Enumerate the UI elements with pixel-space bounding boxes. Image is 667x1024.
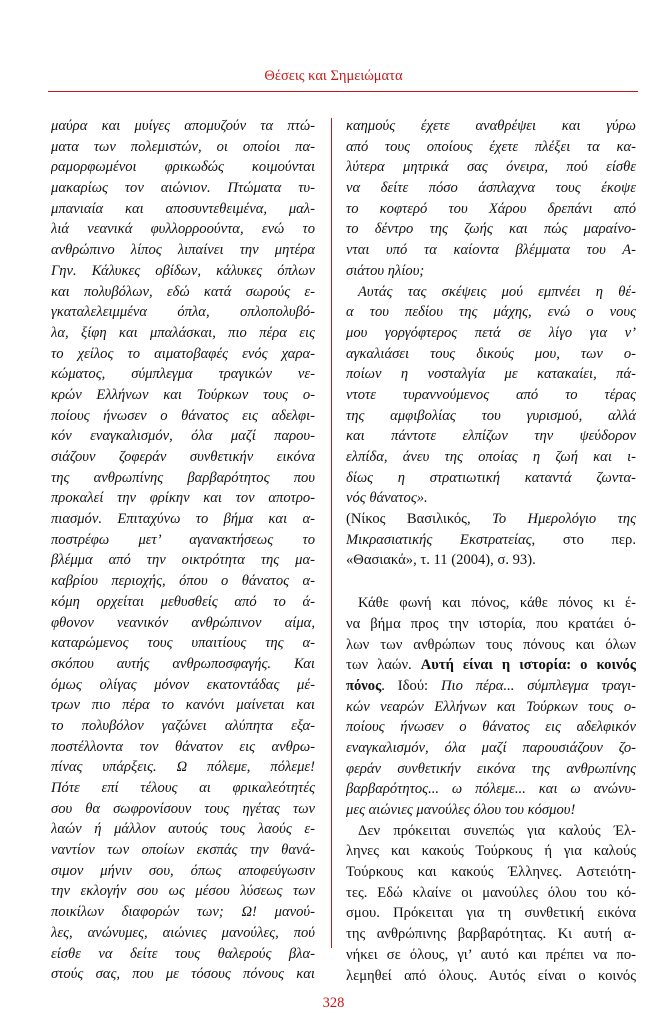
text-line: βλέμμα από την οικτρότητα της μα-: [51, 552, 315, 569]
quote-line: νται υπό τα καίοντα βλέμματα του Α-: [346, 242, 636, 259]
citation-line-2: [346, 530, 636, 551]
text-line: πίνας υπάρξεις. Ω πόλεμε, πόλεμε!: [51, 759, 315, 776]
para1-line-1: Κάθε φωνή και πόνος, κάθε πόνος κι έ-: [358, 595, 636, 612]
text-line: κόμη ορχείται μεθυσθείς από το ά-: [51, 593, 315, 610]
text-line: ποστρέφω μετ’ αγανακτήσεως το: [51, 531, 315, 548]
citation-line-1: [346, 509, 636, 530]
text-line: προκαλεί την φρίκην και τον αποτρο-: [51, 490, 315, 507]
para1-line-4: [346, 655, 636, 676]
paragraph-1: [346, 593, 636, 821]
text-line: σιμον μήνιν σου, όπως αποφεύγωσιν: [51, 862, 315, 879]
text-line: ναντίον των οποίων εκσπάς την θανά-: [51, 842, 315, 859]
text-line: ανθρώπινο λίπος λιπαίνει την μητέρα: [51, 242, 315, 259]
para1-text: των λαών.: [346, 657, 421, 674]
para2-line: Τούρκους και κακούς Έλληνες. Αστειότη-: [346, 864, 636, 881]
text-line: λες, ανώνυμες, αιώνιες μανούλες, πού: [51, 924, 315, 941]
text-line: Πότε επί τέλους αι φρικαλεότητές: [51, 780, 315, 796]
quote-line: ποίων η νοσταλγία με κατακαίει, πά-: [346, 366, 636, 383]
quote-line: σιάτου ηλίου;: [346, 262, 425, 279]
text-line: λιά νεανικά φυλλορροούντα, ενώ το: [51, 221, 315, 238]
text-line: ποστέλλοντα τον θάνατον εις ανθρω-: [51, 738, 315, 755]
quote-line: ελπίδα, άνευ της οποίας η ζωή και ι-: [346, 449, 636, 465]
text-line: λα, ξίφη και μπαλάσκαι, πιο πέρα εις: [51, 324, 315, 341]
quote-line: το δέντρο της ζωής και πώς μαραίνο-: [346, 221, 636, 238]
para1-italic-line: κών νεαρών Ελλήνων και Τούρκων τους ο-: [346, 698, 636, 715]
text-line: πιασμόν. Επιταχύνω το βήμα και α-: [51, 511, 315, 528]
para1-line-5: [346, 676, 636, 697]
citation: [346, 509, 636, 571]
quote-line: από τους οποίους έχετε πλέξει τα κα-: [346, 138, 636, 155]
para2-line: της ανθρώπινης βαρβαρότητας. Κι αυτή α-: [346, 926, 636, 943]
text-line: ραμορφωμένοι φρικωδώς κοιμούνται: [51, 159, 315, 176]
running-header: Θέσεις και Σημειώματα: [264, 68, 403, 84]
citation-author: (Νίκος Βασιλικός,: [346, 511, 493, 528]
text-line: της ανθρωπίνης βαρβαρότητος που: [51, 469, 315, 486]
quote-line: νός θάνατος».: [346, 490, 428, 507]
text-line: καβρίου περιοχής, όπου ο θάνατος α-: [51, 573, 315, 590]
text-line: μακαρίως τον αιώνιον. Πτώματα τυ-: [51, 180, 315, 197]
text-line: φθονον νεανικόν ανθρώπινον αίμα,: [51, 614, 315, 631]
para1-italic-line: ποίους ήνωσεν ο θάνατος εις αδελφικόν: [346, 719, 636, 736]
text-line: την εκλογήν σου ως μέσου λύσεως των: [51, 883, 315, 900]
text-line: μαύρα και μυίγες απομυζούν τα πτώ-: [51, 118, 315, 134]
citation-journal-prefix: , στο περ.: [531, 531, 636, 548]
para1-italic-text: Πιο πέρα... σύμπλεγμα τραγι-: [440, 677, 636, 694]
paragraph-2: [346, 821, 636, 987]
text-line: όμως ολίγας μόνον εκατοντάδας μέ-: [51, 676, 315, 693]
citation-title-part-2: Μικρασιατικής Εκστρατείας: [346, 531, 532, 548]
text-line: ματα των πολεμιστών, οι οποίοι πα-: [51, 138, 315, 155]
left-column: [51, 116, 315, 985]
paragraph-gap: [346, 571, 636, 593]
text-line: ποικίλων διαφορών των; Ω! μανού-: [51, 904, 315, 921]
text-line: κρών Ελλήνων και Τούρκων τους ο-: [51, 386, 315, 403]
para1-italic-line: φεράν συνθετικήν εικόνα της ανθρωπίνης: [346, 760, 636, 777]
quote-line: ντοτε τυραννούμενος από το τέρας: [346, 386, 636, 403]
quote-line: α του πεδίου της μάχης, ενώ ο νους: [346, 304, 636, 321]
text-line: και πολυβόλων, εδώ κατά σωρούς ε-: [51, 283, 315, 300]
quote-line: δίως η στρατιωτική καταντά ζωντα-: [346, 469, 636, 486]
para1-italic-line: εναγκαλισμόν, όλα μαζί παρουσιάζουν ζο-: [346, 739, 636, 756]
text-line: είσθε να δείτε τους θαλερούς βλα-: [51, 945, 315, 962]
text-line: λαών ή μάλλον αυτούς τους λαούς ε-: [51, 821, 315, 838]
text-line: σιάζουν ζοφεράν συνθετικήν εικόνα: [51, 449, 315, 465]
para1-bold-text-2: πόνος: [346, 677, 382, 694]
para1-bold-text: Αυτή είναι η ιστορία: ο κοινός: [420, 657, 636, 674]
quote-line: μου γοργόφτερος πετά σε λίγο για ν’: [346, 324, 636, 341]
text-line: μπανιαία και αποσυντεθειμένα, μαλ-: [51, 200, 315, 217]
quote-line: της αμφιβολίας του γυρισμού, αλλά: [346, 407, 636, 424]
text-line: Γην. Κάλυκες οβίδων, κάλυκες όπλων: [51, 262, 315, 279]
right-column: [346, 116, 636, 986]
para2-line: σμου. Πρόκειται για τη συνθετική εικόνα: [346, 905, 636, 922]
text-line: σκόπου αυτής ανθρωποσφαγής. Και: [51, 655, 315, 672]
para1-text-2: . Ιδού:: [381, 677, 441, 694]
header-rule: [48, 91, 638, 92]
column-divider: [331, 118, 332, 948]
quote-line: να δείτε πόσο άσπλαχνα τους έκοψε: [346, 180, 636, 197]
text-line: καταρώμενος τους υπαιτίους της α-: [51, 635, 315, 652]
citation-title-part-1: Το Ημερολόγιο της: [492, 511, 636, 528]
para2-line: Δεν πρόκειται συνεπώς για καλούς Έλ-: [358, 822, 636, 839]
quote-block: [346, 116, 636, 509]
text-line: γκαταλελειμμένα όπλα, οπλοπολυβό-: [51, 304, 315, 321]
text-line: σου θα σωφρονίσουν τους ηγέτας των: [51, 800, 315, 817]
para2-line: τες. Εδώ κλαίνε οι μανούλες όλου του κό-: [346, 884, 636, 901]
quote-line: λύτερα μητρικά σας όνειρα, πού είσθε: [346, 159, 636, 176]
para2-line: νήκει σε όλους, γι’ αυτό και πρέπει να πο-: [346, 946, 636, 963]
quote-line: καημούς έχετε αναθρέψει και γύρω: [346, 118, 636, 134]
text-line: το χείλος το αιματοβαφές ενός χαρα-: [51, 345, 315, 362]
text-line: κώματος, σύμπλεγμα τραγικών νε-: [51, 366, 315, 383]
text-line: το πολυβόλον γαζώνει αλύπητα εξα-: [51, 717, 315, 734]
para2-line: λεμηθεί από όλους. Αυτός είναι ο κοινός: [346, 967, 636, 984]
text-line: στούς σας, που με τόσους πόνους και: [51, 966, 315, 983]
quote-line: και πάντοτε ελπίζων την ψεύδορον: [346, 428, 636, 445]
para1-italic-block: [346, 697, 636, 821]
para1-italic-line: μες αιώνιες μανούλες όλου του κόσμου!: [346, 802, 576, 818]
para1-line-3: λων των ανθρώπων τους πόνους και όλων: [346, 636, 636, 653]
quote-line: αγκαλιάσει τους δικούς μου, των ο-: [346, 345, 636, 362]
citation-line-3: «Θασιακά», τ. 11 (2004), σ. 93).: [346, 552, 536, 569]
quote-line: το κοφτερό του Χάρου δρεπάνι από: [346, 200, 636, 217]
text-line: ποίους ήνωσεν ο θάνατος εις αδελφι-: [51, 407, 315, 424]
page-number: 328: [322, 995, 345, 1011]
para1-italic-line: βαρβαρότητος... ω πόλεμε... και ω ανώνυ-: [346, 781, 636, 798]
text-line: τρων πιο πέρα το κανόνι μαίνεται και: [51, 697, 315, 714]
text-line: κόν εναγκαλισμόν, όλα μαζί παρου-: [51, 428, 315, 445]
para1-line-2: να βήμα προς την ιστορία, που κρατάει ό-: [346, 615, 636, 632]
para2-line: ληνες και κακούς Τούρκους ή για καλούς: [346, 843, 636, 860]
quote-line: Αυτάς τας σκέψεις μού εμπνέει η θέ-: [358, 283, 636, 300]
